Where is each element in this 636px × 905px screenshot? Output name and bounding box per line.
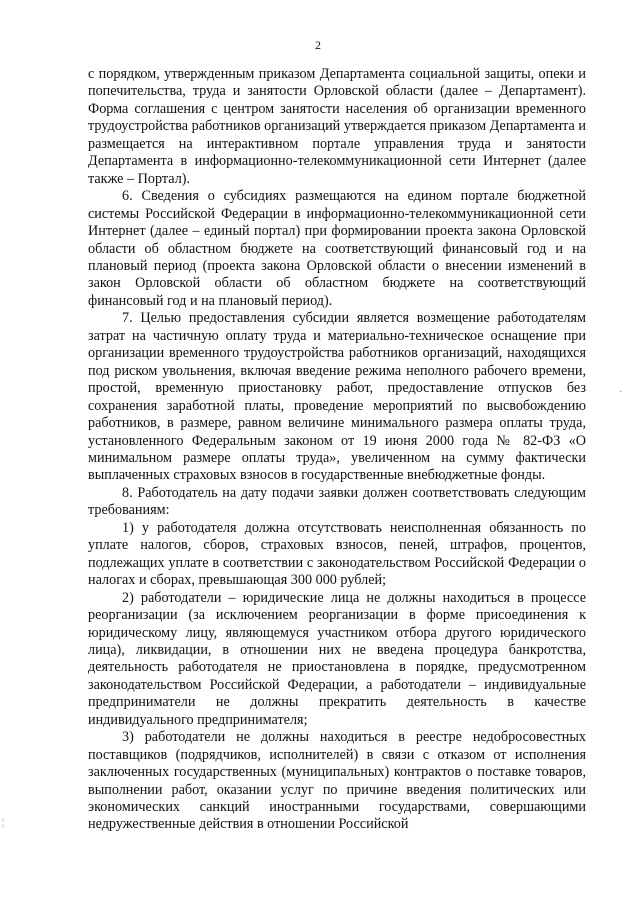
requirement-1: 1) у работодателя должна отсутствовать неисполненная обязанность по уплате налогов, сборов, страховых взносов, пеней, штрафов, процентов, подлежащих уплате в соответствии с законодательством Российской Федерации о налогах и сборах, превышающая 300 000 рублей; (88, 519, 586, 589)
paragraph-item-7: 7. Целью предоставления субсидии является возмещение работодателям затрат на частичную оплату труда и материально-техническое оснащение при организации временного трудоустройства работников организаций, находящихся под риском увольнения, включая введение режима неполного рабочего времени, простой, временную приостановку работ, предоставление отпусков без сохранения заработной платы, проведение мероприятий по высвобождению работников, в размере, равном величине минимального размера оплаты труда, установленного Федеральным законом от 19 июня 2000 года № 82-ФЗ «О минимальном размере оплаты труда», увеличенном на сумму фактически выплаченных страховых взносов в государственные внебюджетные фонды. (88, 310, 586, 484)
scan-mark-right: · (619, 387, 623, 398)
scan-mark-left: ¦ (2, 817, 5, 828)
paragraph-continuation: с порядком, утвержденным приказом Департамента социальной защиты, опеки и попечительства, труда и занятости Орловской области (далее – Департамент). Форма соглашения с центром занятости населения об организации временного трудоустройства работников организаций утверждается приказом Департамента и размещается на интерактивном портале управления труда и занятости Департамента в информационно-телекоммуникационной сети Интернет (далее также – Портал). (88, 66, 586, 187)
document-body (88, 66, 586, 834)
paragraph-item-6: 6. Сведения о субсидиях размещаются на едином портале бюджетной системы Российской Федерации в информационно-телекоммуникационной сети Интернет (далее – единый портал) при формировании проекта закона Орловской области об областном бюджете на соответствующий финансовый год и на плановый период (проекта закона Орловской области о внесении изменений в закон Орловской области об областном бюджете на соответствующий финансовый год и на плановый период). (88, 188, 586, 309)
requirement-2: 2) работодатели – юридические лица не должны находиться в процессе реорганизации (за исключением реорганизации в форме присоединения к юридическому лицу, являющемуся участником отбора другого юридического лица), ликвидации, в отношении них не введена процедура банкротства, деятельность работодателя не приостановлена в порядке, предусмотренном законодательством Российской Федерации, а работодатели – индивидуальные предприниматели не должны прекратить деятельность в качестве индивидуального предпринимателя; (88, 589, 586, 728)
requirement-3: 3) работодатели не должны находиться в реестре недобросовестных поставщиков (подрядчиков, исполнителей) в связи с отказом от исполнения заключенных государственных (муниципальных) контрактов о поставке товаров, выполнении работ, оказании услуг по причине введения политических или экономических санкций иностранными государствами, совершающими недружественные действия в отношении Российской (88, 729, 586, 833)
page-number: 2 (315, 38, 321, 52)
paragraph-item-8: 8. Работодатель на дату подачи заявки должен соответствовать следующим требованиям: (88, 484, 586, 519)
